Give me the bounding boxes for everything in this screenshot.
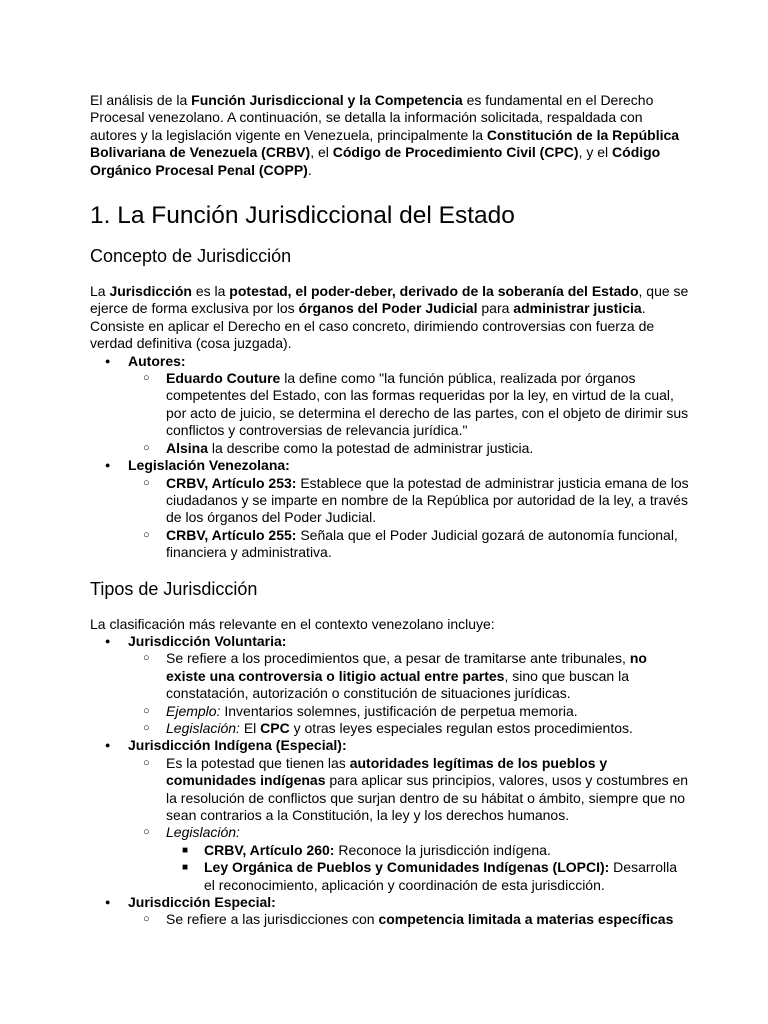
intro-paragraph: El análisis de la Función Jurisdiccional y la Competencia es fundamental en el Derecho Procesal venezolano. A continuación, se detalla la información solicitada, respaldada con autores y la legislación vigente en Venezuela, principalmente la Constitución de la República Bolivariana de Venezuela (CRBV), el Código de Procedimiento Civil (CPC), y el Código Orgánico Procesal Penal (COPP). [90,92,680,178]
list-item-voluntaria-def: ○ Se refiere a los procedimientos que, a pesar de tramitarse ante tribunales, no existe una controversia o litigio actual entre partes, sino que buscan la constatación, autorización o constitución de situaciones jurídicas. [128,650,690,702]
list-item-voluntaria: ● Jurisdicción Voluntaria: ○ Se refiere a los procedimientos que, a pesar de tramitarse ante tribunales, no existe una controversia o litigio actual entre partes, sino que buscan la constatación, autorización o constitución de situaciones jurídicas. ○ Ejemplo: Inventarios solemnes, justificación de perpetua memoria. ○ Legislación: El CPC y otras leyes especiales regulan estos procedimientos. [90,633,690,737]
list-item-especial-def: ○ Se refiere a las jurisdicciones con competencia limitada a materias específicas [128,911,690,928]
list-item-legislacion: ● Legislación Venezolana: ○ CRBV, Artículo 253: Establece que la potestad de administrar justicia emana de los ciudadanos y se imparte en nombre de la República por autoridad de la ley, a través de los órganos del Poder Judicial. ○ CRBV, Artículo 255: Señala que el Poder Judicial gozará de autonomía funcional, financiera y administrativa. [90,457,690,561]
tipos-list [90,633,690,929]
concepto-list [90,353,690,562]
tipos-intro: La clasificación más relevante en el contexto venezolano incluye: [90,615,495,632]
section-heading-funcion: 1. La Función Jurisdiccional del Estado [90,202,515,230]
list-item-couture: ○ Eduardo Couture la define como "la función pública, realizada por órganos competentes del Estado, con las formas requeridas por la ley, en virtud de la cual, por acto de juicio, se determina el derecho de las partes, con el objeto de dirimir sus conflictos y controversias de relevancia jurídica." [128,370,690,440]
subheading-concepto: Concepto de Jurisdicción [90,246,292,267]
document-body [90,92,690,929]
list-item-art255: ○ CRBV, Artículo 255: Señala que el Poder Judicial gozará de autonomía funcional, financiera y administrativa. [128,527,690,562]
list-item-voluntaria-legislacion: ○ Legislación: El CPC y otras leyes especiales regulan estos procedimientos. [128,720,690,737]
concepto-paragraph: La Jurisdicción es la potestad, el poder-deber, derivado de la soberanía del Estado, que se ejerce de forma exclusiva por los órganos del Poder Judicial para administrar justicia. Consiste en aplicar el Derecho en el caso concreto, dirimiendo controversias con fuerza de verdad definitiva (cosa juzgada). [90,283,689,352]
autores-sublist [128,370,690,457]
list-item-art253: ○ CRBV, Artículo 253: Establece que la potestad de administrar justicia emana de los ciudadanos y se imparte en nombre de la República por autoridad de la ley, a través de los órganos del Poder Judicial. [128,475,690,527]
especial-sublist [128,911,690,928]
indigena-sublist [128,755,690,894]
list-item-lopci: ■ Ley Orgánica de Pueblos y Comunidades Indígenas (LOPCI): Desarrolla el reconocimiento, aplicación y coordinación de esta jurisdicción. [166,859,690,894]
voluntaria-sublist [128,650,690,737]
list-item-alsina: ○ Alsina la describe como la potestad de administrar justicia. [128,440,690,457]
list-item-autores: ● Autores: ○ Eduardo Couture la define como "la función pública, realizada por órganos competentes del Estado, con las formas requeridas por la ley, en virtud de la cual, por acto de juicio, se determina el derecho de las partes, con el objeto de dirimir sus conflictos y controversias de relevancia jurídica." ○ Alsina la describe como la potestad de administrar justicia. [90,353,690,457]
list-item-indigena: ● Jurisdicción Indígena (Especial): ○ Es la potestad que tienen las autoridades legítimas de los pueblos y comunidades indígenas para aplicar sus principios, valores, usos y costumbres en la resolución de conflictos que surjan dentro de su hábitat o ámbito, siempre que no sean contrarios a la Constitución, la ley y los derechos humanos. ○ Legislación: ■ CRBV, Artículo 260: Reconoce la jurisdicción indígena. ■ Ley Orgánica de Pueblos y Comunidades Indígenas (LOPCI): Desarrolla el reconocimiento, aplicación y coordinación de esta jurisdicción. [90,737,690,894]
list-item-indigena-legislacion: ○ Legislación: ■ CRBV, Artículo 260: Reconoce la jurisdicción indígena. ■ Ley Orgánica de Pueblos y Comunidades Indígenas (LOPCI): Desarrolla el reconocimiento, aplicación y coordinación de esta jurisdicción. [128,824,690,894]
list-item-especial: ● Jurisdicción Especial: ○ Se refiere a las jurisdicciones con competencia limitada a materias específicas [90,894,690,929]
legislacion-sublist [128,475,690,562]
subheading-tipos: Tipos de Jurisdicción [90,578,258,599]
indigena-legislacion-sublist [166,842,690,894]
list-item-art260: ■ CRBV, Artículo 260: Reconoce la jurisdicción indígena. [166,842,690,859]
list-item-indigena-def: ○ Es la potestad que tienen las autoridades legítimas de los pueblos y comunidades indígenas para aplicar sus principios, valores, usos y costumbres en la resolución de conflictos que surjan dentro de su hábitat o ámbito, siempre que no sean contrarios a la Constitución, la ley y los derechos humanos. [128,755,690,825]
list-item-voluntaria-ejemplo: ○ Ejemplo: Inventarios solemnes, justificación de perpetua memoria. [128,703,690,720]
